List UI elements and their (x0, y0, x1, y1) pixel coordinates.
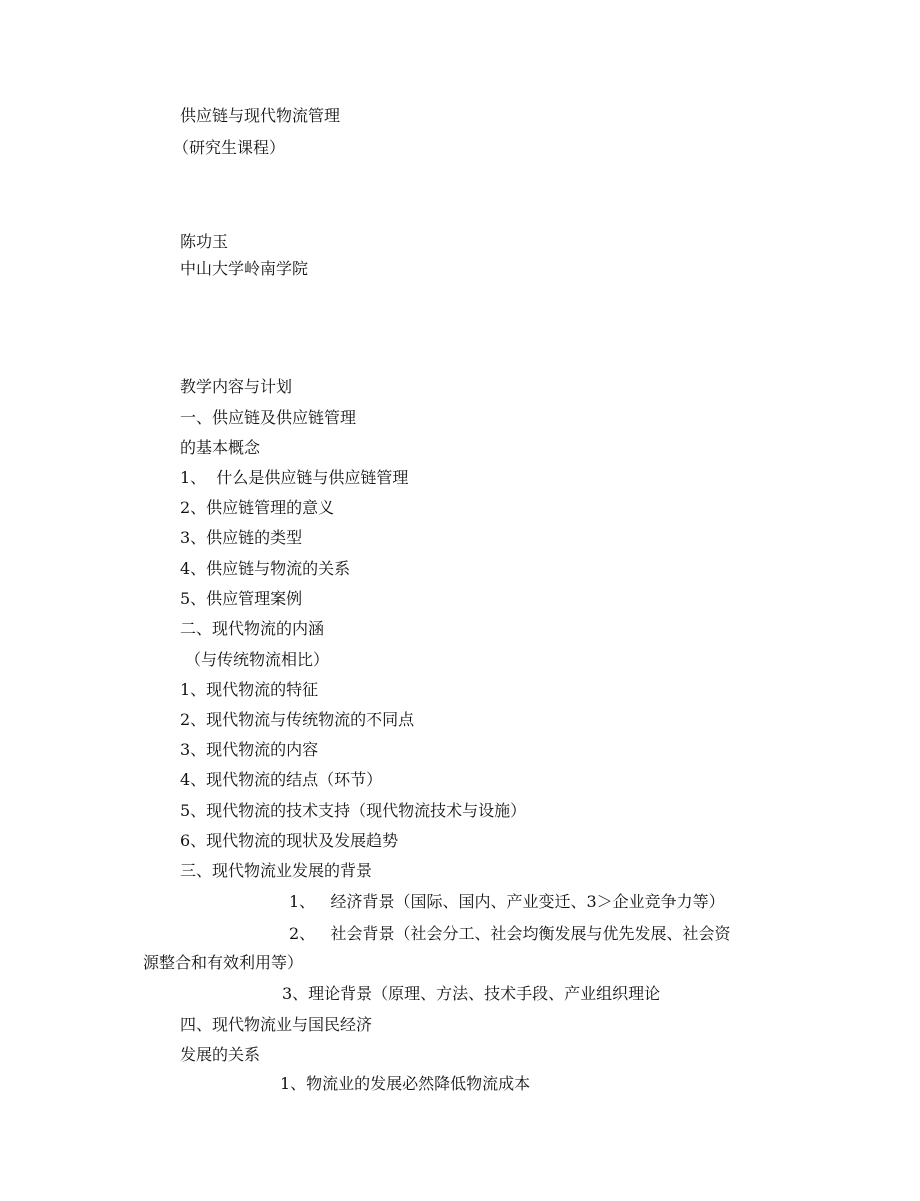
course-subtitle: （研究生课程） (173, 138, 286, 157)
list-item: 5、现代物流的技术支持（现代物流技术与设施） (180, 801, 527, 820)
list-item: 3、理论背景（原理、方法、技术手段、产业组织理论 (282, 984, 661, 1003)
list-item: 1、 什么是供应链与供应链管理 (180, 468, 409, 487)
section-4-title-cont: 发展的关系 (180, 1045, 261, 1064)
list-item: 6、现代物流的现状及发展趋势 (180, 831, 399, 850)
section-3-title: 三、现代物流业发展的背景 (180, 861, 373, 880)
list-item: 1、 经济背景（国际、国内、产业变迁、3＞企业竞争力等） (289, 892, 725, 911)
list-item: 3、供应链的类型 (180, 528, 303, 547)
section-2-title: 二、现代物流的内涵 (180, 619, 325, 638)
list-item-cont: 源整合和有效利用等） (143, 953, 304, 972)
section-1-title-cont: 的基本概念 (180, 438, 261, 457)
list-item: 4、供应链与物流的关系 (180, 559, 351, 578)
list-item: 2、 社会背景（社会分工、社会均衡发展与优先发展、社会资 (289, 924, 731, 943)
contents-heading: 教学内容与计划 (180, 377, 293, 396)
author-name: 陈功玉 (180, 232, 229, 251)
list-item: 2、现代物流与传统物流的不同点 (180, 710, 415, 729)
list-item: 1、现代物流的特征 (180, 680, 319, 699)
list-item: 4、现代物流的结点（环节） (180, 770, 383, 789)
list-item: 3、现代物流的内容 (180, 740, 319, 759)
section-1-title: 一、供应链及供应链管理 (180, 408, 357, 427)
section-4-title: 四、现代物流业与国民经济 (180, 1015, 373, 1034)
list-item: 1、物流业的发展必然降低物流成本 (280, 1074, 531, 1093)
list-item: 2、供应链管理的意义 (180, 498, 335, 517)
course-title: 供应链与现代物流管理 (180, 106, 341, 125)
section-2-title-cont: （与传统物流相比） (185, 650, 330, 669)
list-item: 5、供应管理案例 (180, 589, 303, 608)
author-institution: 中山大学岭南学院 (180, 259, 309, 278)
